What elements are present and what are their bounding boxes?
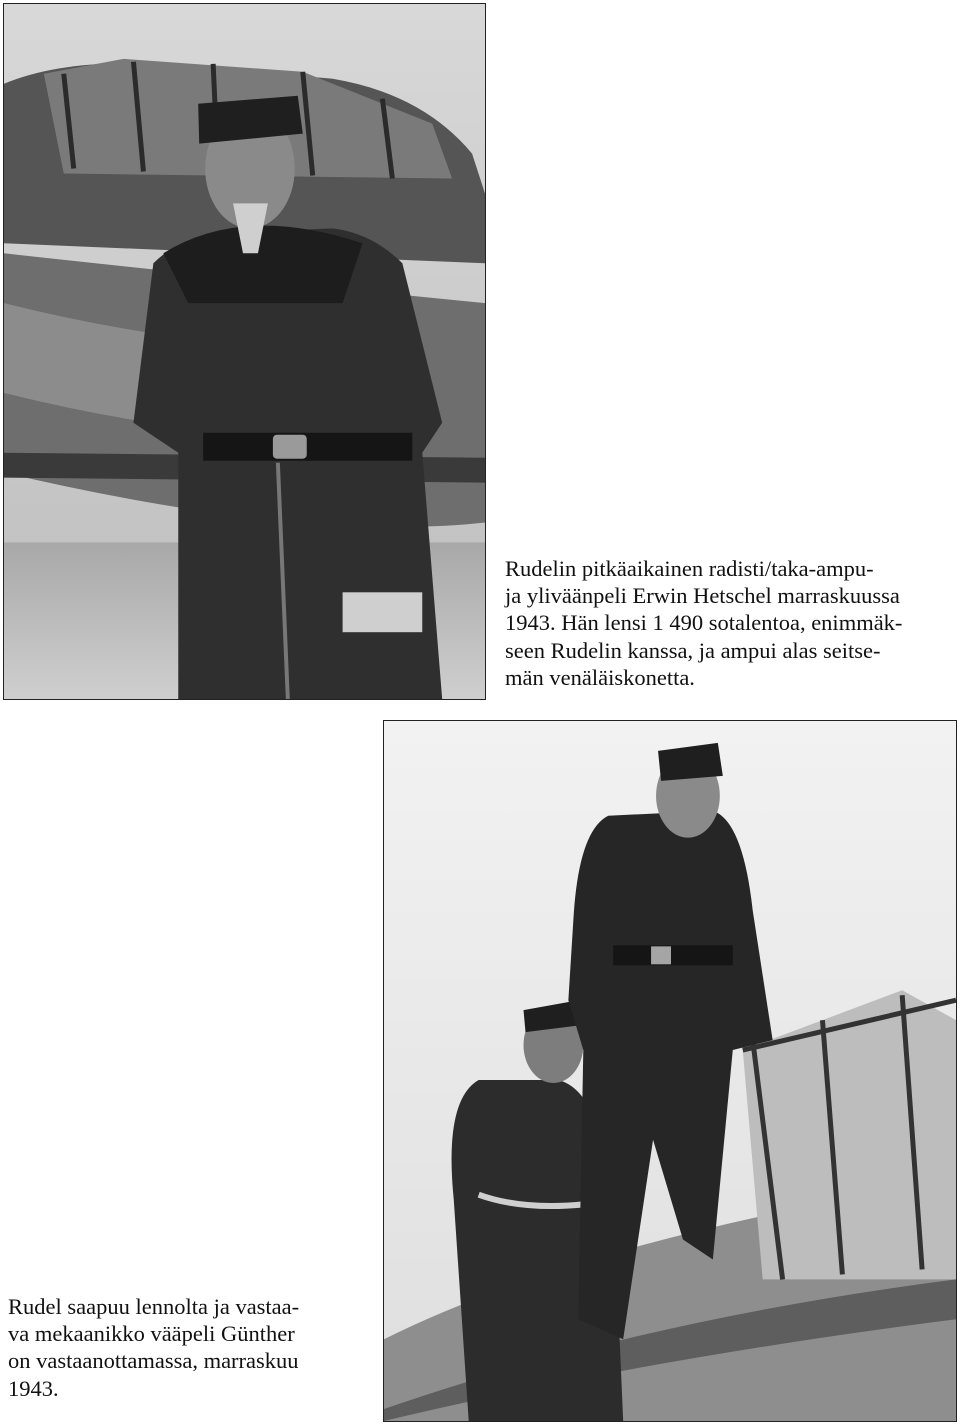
caption-top-line: ja yliväänpeli Erwin Hetschel marraskuussa bbox=[505, 583, 900, 609]
caption-top-line: seen Rudelin kanssa, ja ampui alas seitse- bbox=[505, 637, 881, 663]
photo-gunner-hetschel bbox=[3, 3, 486, 700]
photo-gunner-hetschel-image bbox=[4, 4, 485, 699]
caption-top-line: män venäläiskonetta. bbox=[505, 664, 695, 690]
caption-bottom-line: 1943. bbox=[8, 1375, 59, 1401]
caption-bottom-line: Rudel saapuu lennolta ja vastaa- bbox=[8, 1294, 300, 1319]
caption-top-line: 1943. Hän lensi 1 490 sotalentoa, enimmäk- bbox=[505, 610, 903, 636]
caption-bottom-line: va mekaanikko vääpeli Günther bbox=[8, 1321, 295, 1347]
caption-top-line: Rudelin pitkäaikainen radisti/taka-ampu- bbox=[505, 556, 874, 581]
caption-bottom-line: on vastaanottamassa, marraskuu bbox=[8, 1348, 299, 1374]
photo-rudel-returning-image bbox=[384, 721, 956, 1421]
caption-top bbox=[505, 555, 902, 691]
photo-rudel-returning bbox=[383, 720, 957, 1422]
caption-bottom bbox=[8, 1293, 299, 1402]
